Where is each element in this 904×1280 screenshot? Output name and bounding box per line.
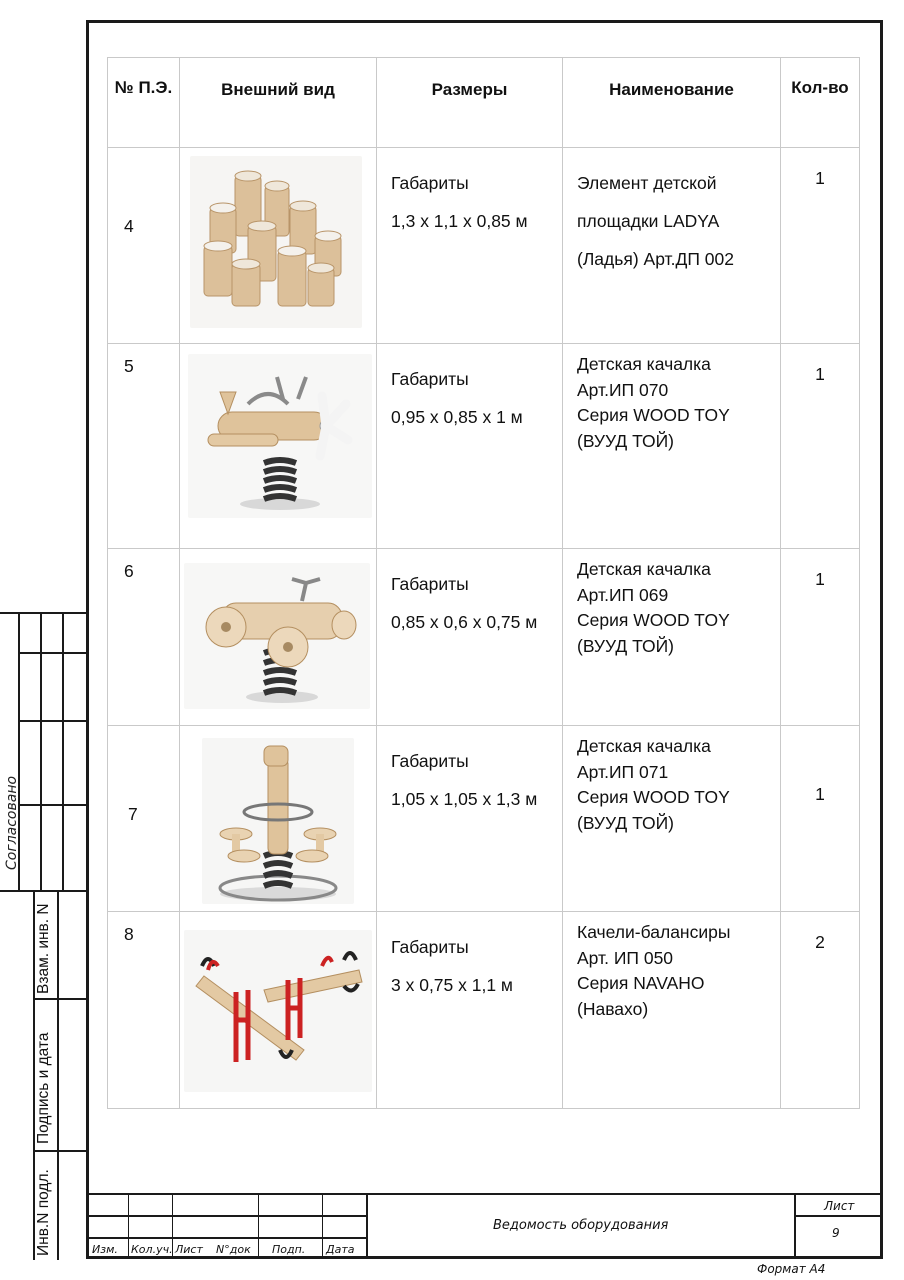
row-dims [377, 549, 563, 726]
row-image-cell [180, 726, 377, 912]
name-line: Арт.ИП 070 [577, 379, 669, 400]
dims-value: 1,05 х 1,05 х 1,3 м [391, 789, 538, 809]
header-num: № П.Э. [108, 58, 180, 148]
giraffe-rocker-image [202, 738, 354, 904]
caption-izm: Изм. [92, 1243, 118, 1256]
name-line: Элемент детской [577, 173, 717, 193]
name-line: Серия WOOD TOY [577, 405, 730, 425]
caption-date: Дата [326, 1243, 355, 1256]
row-qty: 1 [781, 726, 860, 912]
sheet-number: 9 [832, 1226, 840, 1240]
name-line: площадки LADYA [577, 211, 720, 231]
table-row [108, 549, 860, 726]
row-qty: 1 [781, 344, 860, 549]
equipment-table [107, 57, 860, 1109]
dims-label: Габариты [391, 574, 469, 594]
name-line: (ВУУД ТОЙ) [577, 430, 675, 451]
airplane-rocker-image [188, 354, 372, 518]
header-size: Размеры [377, 58, 563, 148]
table-row [108, 912, 860, 1109]
stumps-set-image [190, 156, 362, 328]
row-dims [377, 344, 563, 549]
seesaw-image [184, 930, 372, 1092]
name-line: Арт. ИП 050 [577, 947, 674, 968]
name-line: Детская качалка [577, 559, 711, 579]
document-title: Ведомость оборудования [493, 1218, 669, 1233]
row-image-cell [180, 344, 377, 549]
dims-value: 3 х 0,75 х 1,1 м [391, 975, 513, 995]
row-image-cell [180, 148, 377, 344]
table-row [108, 726, 860, 912]
dims-value: 0,95 х 0,85 х 1 м [391, 407, 523, 427]
car-rocker-image [184, 563, 370, 709]
dims-label: Габариты [391, 751, 469, 771]
row-qty: 1 [781, 549, 860, 726]
row-num: 7 [108, 726, 180, 912]
name-line: Арт.ИП 071 [577, 761, 669, 782]
sheet-label: Лист [824, 1199, 855, 1213]
caption-list: Лист [175, 1243, 203, 1256]
row-num: 4 [108, 148, 180, 344]
inv-orig-label: Инв.N подл. [35, 1169, 52, 1256]
caption-doc-no: N°док [216, 1243, 251, 1256]
side-stamp [0, 612, 86, 1260]
caption-kol-uch: Кол.уч. [131, 1243, 173, 1256]
title-block [86, 1193, 883, 1259]
dims-label: Габариты [391, 173, 469, 193]
row-name [563, 726, 781, 912]
table-header-row [108, 58, 860, 148]
sign-date-label: Подпись и дата [35, 1032, 52, 1144]
header-view: Внешний вид [180, 58, 377, 148]
table-row [108, 344, 860, 549]
row-image-cell [180, 912, 377, 1109]
name-line: (Ладья) Арт.ДП 002 [577, 249, 734, 269]
name-line: (Навахо) [577, 998, 649, 1019]
name-line: Детская качалка [577, 354, 711, 374]
name-line: Серия WOOD TOY [577, 787, 730, 807]
row-name [563, 344, 781, 549]
name-line: Серия NAVAHO [577, 973, 705, 993]
name-line: Серия WOOD TOY [577, 610, 730, 630]
agreed-label: Согласовано [4, 775, 20, 870]
header-qty: Кол-во [781, 58, 860, 148]
name-line: (ВУУД ТОЙ) [577, 812, 675, 833]
name-line: Арт.ИП 069 [577, 584, 669, 605]
row-name [563, 912, 781, 1109]
name-line: (ВУУД ТОЙ) [577, 635, 675, 656]
table-row [108, 148, 860, 344]
row-dims [377, 148, 563, 344]
row-qty: 1 [781, 148, 860, 344]
swap-inv-label: Взам. инв. N [35, 903, 52, 994]
row-name [563, 549, 781, 726]
row-dims [377, 726, 563, 912]
row-image-cell [180, 549, 377, 726]
row-name [563, 148, 781, 344]
dims-label: Габариты [391, 369, 469, 389]
dims-label: Габариты [391, 937, 469, 957]
caption-sign: Подп. [272, 1243, 306, 1256]
row-num: 8 [108, 912, 180, 1109]
dims-value: 0,85 х 0,6 х 0,75 м [391, 612, 538, 632]
header-name: Наименование [563, 58, 781, 148]
row-qty: 2 [781, 912, 860, 1109]
name-line: Качели-балансиры [577, 922, 731, 942]
format-label: Формат А4 [757, 1262, 826, 1276]
name-line: Детская качалка [577, 736, 711, 756]
dims-value: 1,3 х 1,1 х 0,85 м [391, 211, 528, 231]
row-dims [377, 912, 563, 1109]
row-num: 6 [108, 549, 180, 726]
row-num: 5 [108, 344, 180, 549]
